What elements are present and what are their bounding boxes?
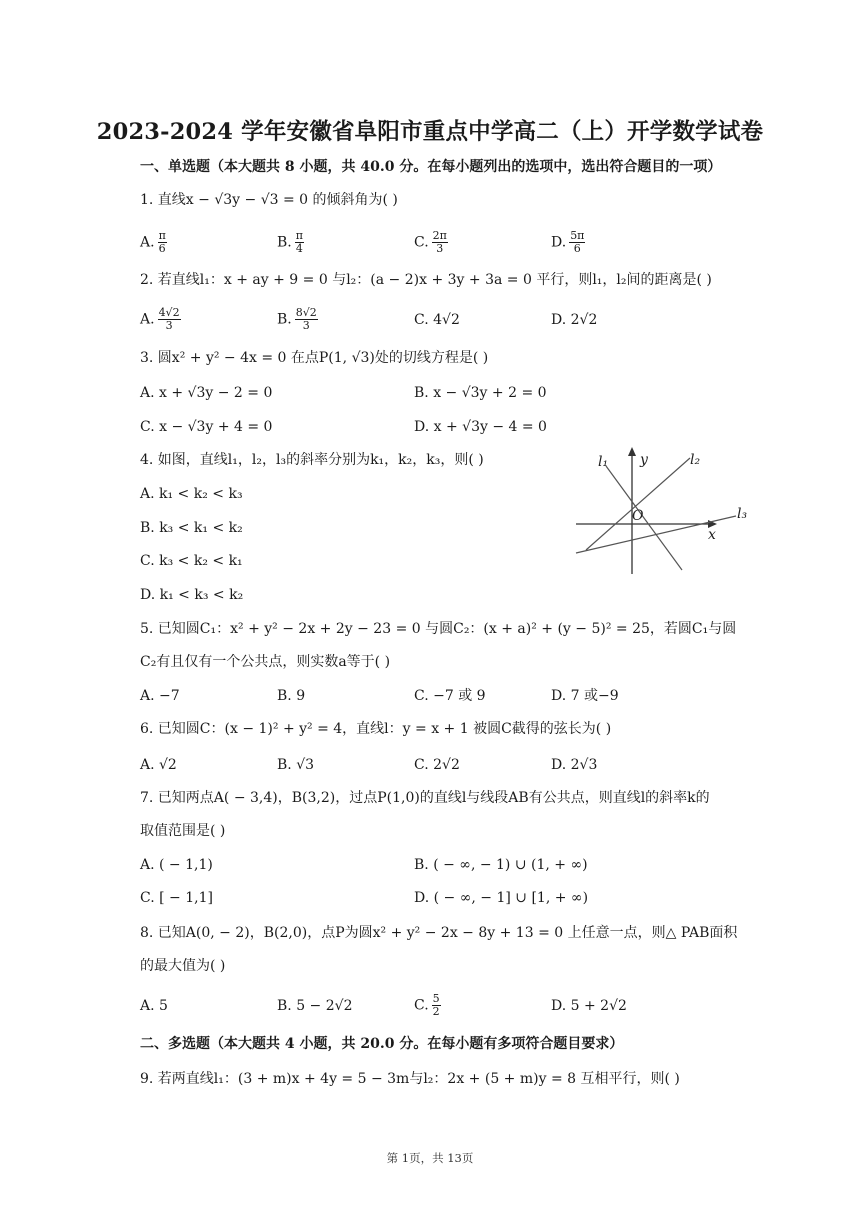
question-7-option-a: A. ( − 1,1)	[140, 857, 213, 873]
label-l1: l₁	[598, 454, 609, 470]
question-8-option-c: C. $\frac{5}{2}$	[414, 992, 440, 1018]
label-l2: l₂	[690, 452, 701, 468]
line-l2	[586, 458, 690, 550]
question-3-stem: 3. 圆x² + y² − 4x = 0 在点P(1, √3)处的切线方程是( )	[140, 350, 489, 366]
question-7-option-d: D. ( − ∞, − 1] ∪ [1, + ∞)	[414, 890, 589, 906]
question-5-option-a: A. −7	[140, 688, 180, 704]
label-origin: O	[632, 508, 644, 524]
question-4-option-d: D. k₁ < k₃ < k₂	[140, 587, 244, 603]
question-5-option-c: C. −7 或 9	[414, 688, 486, 704]
question-8-option-b: B. 5 − 2√2	[277, 998, 353, 1014]
question-7-option-b: B. ( − ∞, − 1) ∪ (1, + ∞)	[414, 857, 588, 873]
question-5-stem-line-2: C₂有且仅有一个公共点，则实数a等于( )	[140, 654, 391, 670]
question-2-stem: 2. 若直线l₁：x + ay + 9 = 0 与l₂：(a − 2)x + 3y + 3a = 0 平行，则l₁，l₂间的距离是( )	[140, 272, 712, 288]
question-5-stem-line-1: 5. 已知圆C₁：x² + y² − 2x + 2y − 23 = 0 与圆C₂：(x + a)² + (y − 5)² = 25，若圆C₁与圆	[140, 621, 737, 637]
question-8-stem-line-1: 8. 已知A(0, − 2)，B(2,0)，点P为圆x² + y² − 2x − 8y + 13 = 0 上任意一点，则△ PAB面积	[140, 925, 738, 941]
question-9-stem: 9. 若两直线l₁：(3 + m)x + 4y = 5 − 3m与l₂：2x + (5 + m)y = 8 互相平行，则( )	[140, 1071, 680, 1087]
question-3-option-c: C. x − √3y + 4 = 0	[140, 419, 273, 435]
question-3-option-a: A. x + √3y − 2 = 0	[140, 385, 273, 401]
question-4-option-b: B. k₃ < k₁ < k₂	[140, 520, 243, 536]
question-6-option-c: C. 2√2	[414, 757, 460, 773]
question-5-option-d: D. 7 或−9	[551, 688, 619, 704]
question-6-option-a: A. √2	[140, 757, 177, 773]
question-7-stem-line-2: 取值范围是( )	[140, 823, 226, 839]
question-4-stem: 4. 如图，直线l₁，l₂，l₃的斜率分别为k₁，k₂，k₃，则( )	[140, 452, 484, 468]
question-8-stem-line-2: 的最大值为( )	[140, 958, 226, 974]
question-5-option-b: B. 9	[277, 688, 306, 704]
question-1-option-a: A. $\frac{\pi}{6}$	[140, 229, 166, 255]
question-3-option-b: B. x − √3y + 2 = 0	[414, 385, 547, 401]
label-y: y	[640, 452, 648, 468]
line-l1	[606, 466, 682, 570]
lines-figure	[572, 444, 752, 580]
question-1-stem: 1. 直线x − √3y − √3 = 0 的倾斜角为( )	[140, 192, 398, 208]
question-6-option-d: D. 2√3	[551, 757, 598, 773]
question-1-option-b: B. $\frac{\pi}{4}$	[277, 229, 303, 255]
question-8-option-a: A. 5	[140, 998, 168, 1014]
question-6-option-b: B. √3	[277, 757, 315, 773]
question-4-option-a: A. k₁ < k₂ < k₃	[140, 486, 243, 502]
question-8-option-d: D. 5 + 2√2	[551, 998, 627, 1014]
question-3-option-d: D. x + √3y − 4 = 0	[414, 419, 547, 435]
question-2-option-b: B. $\frac{8√2}{3}$	[277, 306, 317, 332]
question-7-option-c: C. [ − 1,1]	[140, 890, 213, 906]
y-axis-arrow	[628, 447, 636, 456]
label-l3: l₃	[737, 506, 748, 522]
section-heading-single-choice: 一、单选题（本大题共 8 小题，共 40.0 分。在每小题列出的选项中，选出符合题目的一项）	[140, 159, 722, 175]
question-7-stem-line-1: 7. 已知两点A( − 3,4)，B(3,2)，过点P(1,0)的直线l与线段AB有公共点，则直线l的斜率k的	[140, 790, 710, 806]
page-title: 2023-2024 学年安徽省阜阳市重点中学高二（上）开学数学试卷	[96, 119, 764, 145]
question-1-option-d: D. $\frac{5\pi}{6}$	[551, 229, 585, 255]
question-2-option-c: C. 4√2	[414, 312, 460, 328]
label-x: x	[708, 527, 716, 543]
question-2-option-d: D. 2√2	[551, 312, 598, 328]
question-6-stem: 6. 已知圆C：(x − 1)² + y² = 4，直线l：y = x + 1 被圆C截得的弦长为( )	[140, 721, 612, 737]
question-1-option-c: C. $\frac{2\pi}{3}$	[414, 229, 447, 255]
question-4-option-c: C. k₃ < k₂ < k₁	[140, 553, 243, 569]
section-heading-multiple-choice: 二、多选题（本大题共 4 小题，共 20.0 分。在每小题有多项符合题目要求）	[140, 1036, 624, 1052]
page-footer: 第 1页，共 13页	[386, 1151, 474, 1165]
question-2-option-a: A. $\frac{4√2}{3}$	[140, 306, 180, 332]
